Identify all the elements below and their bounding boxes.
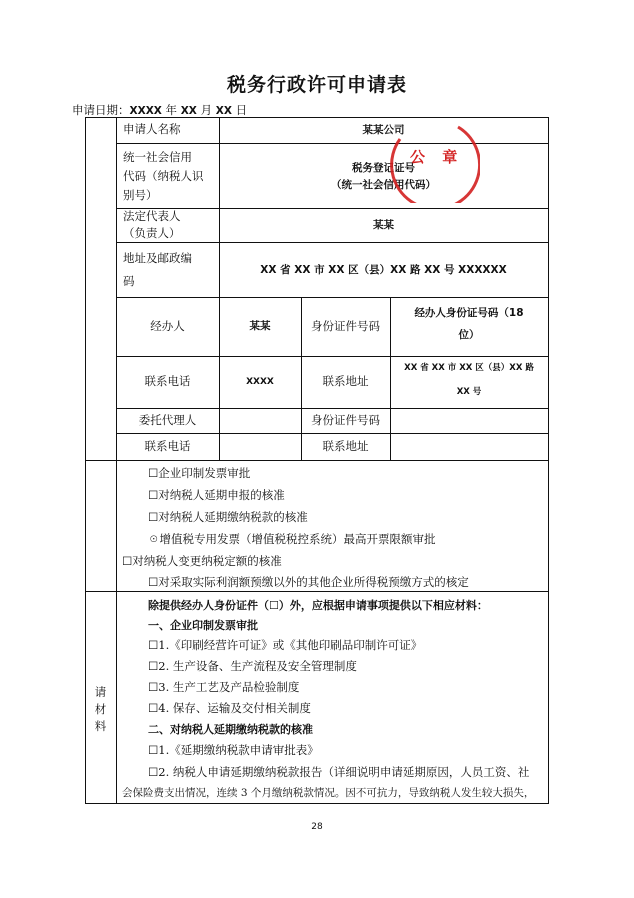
applicant-name-value: 某某公司 — [362, 124, 405, 136]
material-item[interactable]: ☐2. 纳税人申请延期缴纳税款报告（详细说明申请延期原因，人员工资、社 — [148, 765, 530, 779]
apply-date: 申请日期：XXXX 年 XX 月 XX 日 — [72, 103, 248, 117]
agent-phone-value: XXXX — [246, 377, 274, 387]
page-number: 28 — [311, 822, 323, 832]
materials-side-label-1: 请 — [94, 685, 107, 699]
materials-side-label-3: 料 — [94, 719, 107, 733]
materials-section-2: 二、对纳税人延期缴纳税款的核准 — [148, 723, 313, 736]
credit-code-value-2: （统一社会信用代码） — [331, 179, 436, 191]
agent-phone-label: 联系电话 — [144, 374, 191, 388]
agent-id-value-1: 经办人身份证号码（18 — [414, 307, 524, 319]
matter-item[interactable]: ☐对纳税人变更纳税定额的核准 — [122, 554, 282, 568]
material-item[interactable]: ☐3. 生产工艺及产品检验制度 — [148, 680, 300, 694]
legal-rep-label-2: （负责人） — [123, 226, 181, 240]
stamp-text: 公 章 — [410, 148, 464, 166]
row-line — [116, 356, 548, 357]
address-label-1: 地址及邮政编 — [123, 251, 192, 265]
row-line — [116, 297, 548, 298]
material-item[interactable]: ☐1.《延期缴纳税款申请审批表》 — [148, 743, 319, 757]
agent-addr-value-1: XX 省 XX 市 XX 区（县）XX 路 — [404, 363, 534, 373]
matter-item[interactable]: ☉增值税专用发票（增值税税控系统）最高开票限额审批 — [148, 532, 436, 546]
border-bottom — [85, 803, 549, 804]
row-line — [116, 143, 548, 144]
material-item[interactable]: ☐2. 生产设备、生产流程及安全管理制度 — [148, 659, 357, 673]
material-item-continued: 会保险费支出情况，连续 3 个月缴纳税款情况。因不可抗力，导致纳税人发生较大损失， — [122, 787, 535, 799]
entrusted-id-label: 身份证件号码 — [311, 413, 380, 427]
agent-addr-label: 联系地址 — [322, 374, 369, 388]
legal-rep-label-1: 法定代表人 — [123, 209, 181, 223]
border-top — [85, 117, 549, 118]
credit-code-label-3: 别号） — [123, 188, 158, 202]
material-item[interactable]: ☐4. 保存、运输及交付相关制度 — [148, 701, 311, 715]
entrusted-phone-label: 联系电话 — [144, 439, 191, 453]
matter-item[interactable]: ☐对纳税人延期申报的核准 — [148, 488, 285, 502]
address-value: XX 省 XX 市 XX 区（县）XX 路 XX 号 XXXXXX — [260, 264, 507, 276]
form-title: 税务行政许可申请表 — [226, 74, 407, 96]
credit-code-label-1: 统一社会信用 — [123, 150, 192, 164]
agent-value: 某某 — [249, 320, 271, 332]
row-line — [116, 433, 548, 434]
materials-section-1: 一、企业印制发票审批 — [148, 619, 258, 632]
material-item[interactable]: ☐1.《印刷经营许可证》或《其他印刷品印制许可证》 — [148, 638, 423, 652]
matter-item[interactable]: ☐对采取实际利润额预缴以外的其他企业所得税预缴方式的核定 — [148, 575, 469, 589]
row-line — [85, 460, 549, 461]
credit-code-value-1: 税务登记证号 — [352, 162, 415, 174]
materials-side-label-2: 材 — [94, 702, 107, 716]
entrusted-addr-label: 联系地址 — [322, 439, 369, 453]
materials-intro: 除提供经办人身份证件（☐）外，应根据申请事项提供以下相应材料： — [148, 599, 488, 612]
applicant-name-label: 申请人名称 — [123, 122, 181, 136]
agent-id-value-2: 位） — [458, 329, 480, 341]
row-line — [85, 591, 549, 592]
row-line — [116, 408, 548, 409]
matter-item[interactable]: ☐对纳税人延期缴纳税款的核准 — [148, 510, 308, 524]
row-line — [116, 242, 548, 243]
agent-id-label: 身份证件号码 — [311, 319, 380, 333]
matter-item[interactable]: ☐企业印制发票审批 — [148, 466, 251, 480]
entrusted-label: 委托代理人 — [138, 413, 197, 427]
credit-code-label-2: 代码（纳税人识 — [123, 169, 204, 183]
agent-addr-value-2: XX 号 — [456, 387, 482, 397]
address-label-2: 码 — [123, 274, 135, 288]
agent-label: 经办人 — [150, 319, 185, 333]
legal-rep-value: 某某 — [373, 219, 394, 231]
